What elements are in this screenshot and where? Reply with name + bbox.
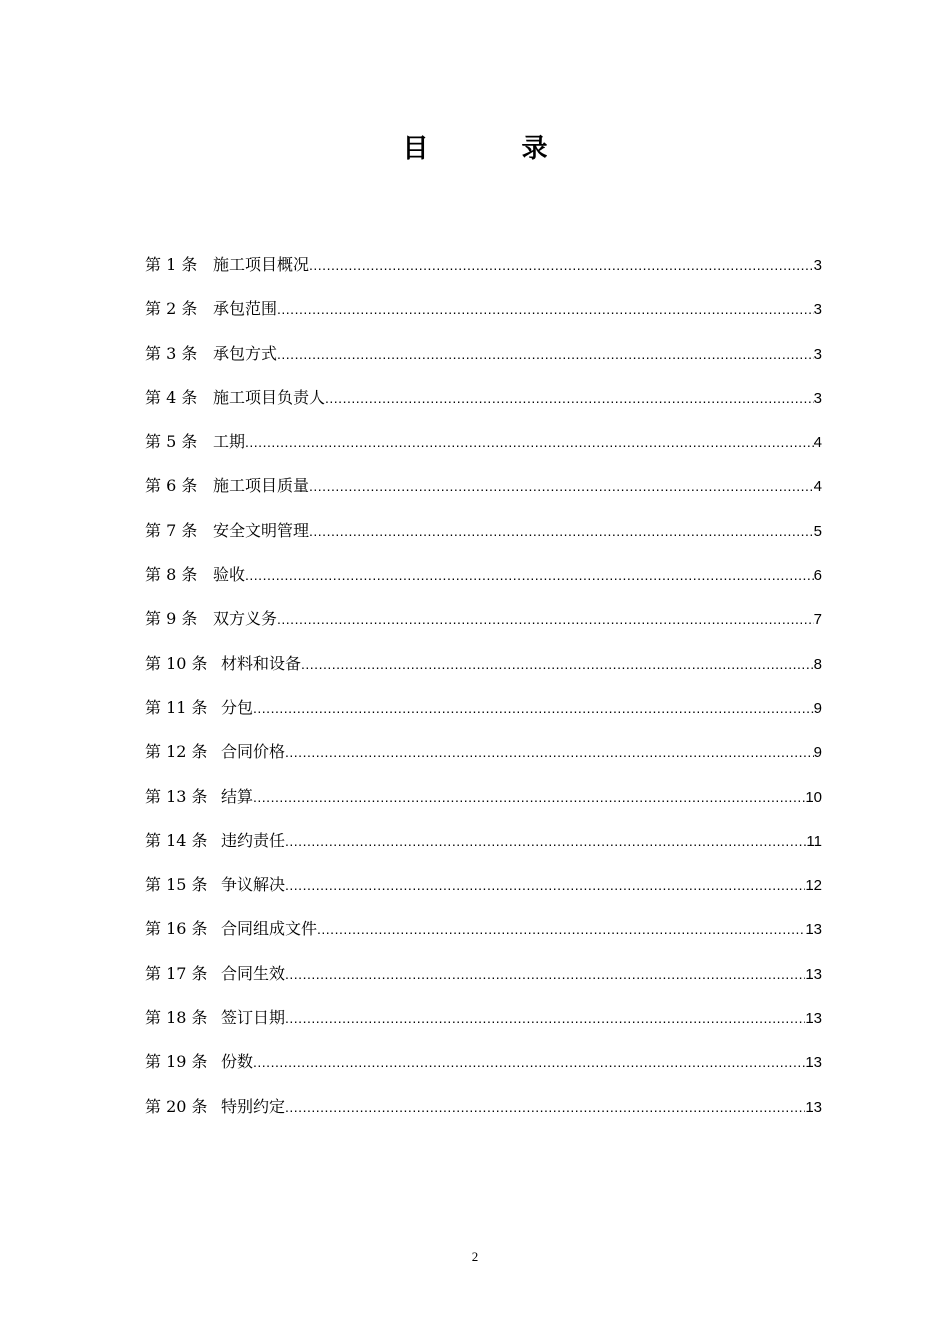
toc-leader-dots	[325, 390, 814, 406]
toc-leader-dots	[309, 257, 814, 273]
toc-entry-number: 第 3 条	[145, 343, 198, 363]
toc-leader-dots	[277, 301, 814, 317]
toc-entry-5[interactable]	[145, 429, 822, 473]
toc-entry-title: 安全文明管理	[213, 520, 310, 540]
toc-entry-number: 第 7 条	[145, 520, 198, 540]
toc-entry-title: 合同生效	[221, 963, 286, 983]
toc-entry-page: 4	[813, 434, 822, 452]
toc-leader-dots	[285, 877, 805, 893]
toc-entry-18[interactable]	[145, 1005, 822, 1049]
toc-entry-8[interactable]	[145, 562, 822, 606]
toc-entry-3[interactable]	[145, 341, 822, 385]
toc-entry-page: 13	[805, 965, 822, 983]
toc-entry-title: 合同组成文件	[221, 919, 318, 939]
toc-entry-page: 3	[813, 257, 822, 274]
toc-entry-20[interactable]	[145, 1094, 822, 1138]
toc-entry-number: 第 13 条	[145, 786, 208, 806]
toc-leader-dots	[277, 611, 814, 627]
toc-entry-title: 结算	[221, 786, 254, 806]
toc-entry-title: 违约责任	[221, 830, 286, 850]
toc-entry-17[interactable]	[145, 961, 822, 1005]
toc-leader-dots	[285, 1099, 805, 1115]
toc-entry-page: 9	[813, 699, 822, 717]
toc-entry-title: 工期	[213, 432, 246, 452]
toc-leader-dots	[285, 966, 805, 982]
toc-entry-page: 10	[805, 788, 822, 806]
toc-entry-title: 材料和设备	[221, 653, 302, 673]
toc-entry-number: 第 16 条	[145, 919, 208, 939]
toc-entry-12[interactable]	[145, 739, 822, 783]
toc-entry-10[interactable]	[145, 651, 822, 695]
toc-entry-number: 第 20 条	[145, 1096, 208, 1116]
toc-entry-page: 6	[813, 567, 822, 585]
toc-entry-number: 第 19 条	[145, 1052, 208, 1072]
toc-entry-page: 3	[813, 345, 822, 363]
toc-entry-number: 第 2 条	[145, 299, 198, 319]
toc-entry-2[interactable]	[145, 296, 822, 340]
toc-entry-title: 争议解决	[221, 875, 286, 895]
toc-leader-dots	[245, 567, 814, 583]
toc-entry-title: 份数	[221, 1052, 254, 1072]
toc-leader-dots	[245, 434, 814, 450]
toc-entry-number: 第 1 条	[145, 255, 198, 274]
toc-entry-page: 12	[805, 877, 822, 895]
toc-entry-number: 第 14 条	[145, 830, 208, 850]
toc-entry-page: 13	[805, 921, 822, 939]
toc-entry-number: 第 5 条	[145, 432, 198, 452]
toc-leader-dots	[285, 833, 806, 849]
toc-entry-title: 双方义务	[213, 609, 278, 629]
toc-entry-title: 施工项目概况	[213, 255, 310, 274]
toc-entry-4[interactable]	[145, 385, 822, 429]
toc-leader-dots	[253, 700, 814, 716]
toc-entry-title: 承包方式	[213, 343, 278, 363]
toc-entry-19[interactable]	[145, 1049, 822, 1093]
toc-leader-dots	[285, 744, 814, 760]
toc-leader-dots	[309, 523, 814, 539]
toc-leader-dots	[301, 656, 814, 672]
table-of-contents	[145, 252, 822, 1138]
toc-entry-13[interactable]	[145, 784, 822, 828]
toc-entry-page: 13	[805, 1098, 822, 1116]
toc-entry-7[interactable]	[145, 518, 822, 562]
toc-leader-dots	[317, 921, 805, 937]
toc-entry-page: 3	[813, 301, 822, 319]
toc-entry-number: 第 9 条	[145, 609, 198, 629]
page-number: 2	[471, 1249, 479, 1264]
toc-entry-title: 验收	[213, 565, 246, 585]
toc-entry-page: 9	[813, 744, 822, 762]
toc-entry-title: 施工项目质量	[213, 476, 310, 496]
toc-leader-dots	[253, 1054, 805, 1070]
toc-entry-page: 4	[813, 478, 822, 496]
toc-entry-title: 合同价格	[221, 742, 286, 762]
toc-leader-dots	[309, 478, 814, 494]
toc-entry-page: 13	[805, 1054, 822, 1072]
toc-entry-6[interactable]	[145, 473, 822, 517]
toc-entry-number: 第 11 条	[145, 697, 208, 717]
toc-entry-page: 13	[805, 1010, 822, 1028]
toc-entry-number: 第 4 条	[145, 387, 198, 407]
toc-entry-title: 承包范围	[213, 299, 278, 319]
toc-entry-number: 第 17 条	[145, 963, 208, 983]
toc-entry-number: 第 12 条	[145, 742, 208, 762]
toc-leader-dots	[253, 789, 805, 805]
toc-entry-page: 3	[813, 389, 822, 407]
toc-entry-number: 第 18 条	[145, 1008, 208, 1028]
toc-entry-number: 第 10 条	[145, 653, 208, 673]
toc-entry-page: 7	[813, 611, 822, 629]
toc-entry-page: 5	[813, 522, 822, 540]
toc-entry-title: 分包	[221, 697, 254, 717]
toc-entry-1[interactable]	[145, 252, 822, 296]
toc-entry-11[interactable]	[145, 695, 822, 739]
toc-entry-page: 11	[806, 832, 822, 850]
toc-entry-14[interactable]	[145, 828, 822, 872]
toc-entry-number: 第 15 条	[145, 875, 208, 895]
toc-entry-9[interactable]	[145, 606, 822, 650]
toc-leader-dots	[285, 1010, 805, 1026]
toc-entry-title: 施工项目负责人	[213, 387, 326, 407]
toc-entry-15[interactable]	[145, 872, 822, 916]
toc-entry-page: 8	[813, 655, 822, 673]
toc-entry-title: 签订日期	[221, 1008, 286, 1028]
toc-entry-16[interactable]	[145, 916, 822, 960]
toc-entry-number: 第 8 条	[145, 565, 198, 585]
toc-leader-dots	[277, 346, 814, 362]
toc-entry-number: 第 6 条	[145, 476, 198, 496]
page-title: 目 录	[402, 134, 590, 164]
toc-entry-title: 特别约定	[221, 1096, 286, 1116]
